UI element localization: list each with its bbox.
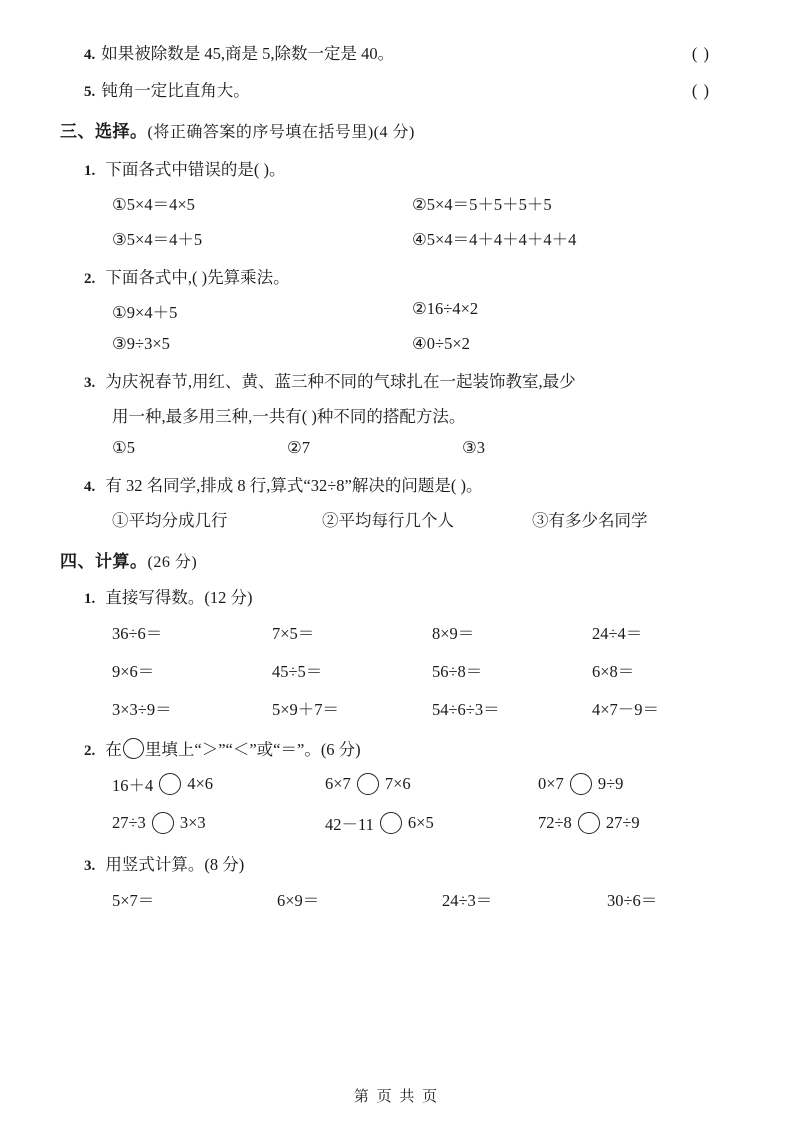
choice-q1-option-4[interactable]: ④5×4＝4＋4＋4＋4＋4	[412, 230, 577, 249]
compare-right: 3×3	[179, 813, 206, 832]
calc-q2-row-2	[60, 811, 740, 835]
choice-q1-option-2[interactable]: ②5×4＝5＋5＋5＋5	[412, 195, 552, 214]
section-3-heading	[60, 117, 740, 142]
calc-expression[interactable]: 6×9＝	[277, 891, 320, 910]
section-3-subtitle: (将正确答案的序号填在括号里)(4 分)	[147, 124, 415, 141]
choice-q2-option-2[interactable]: ②16÷4×2	[412, 299, 479, 318]
calc-expression[interactable]: 54÷6÷3＝	[432, 700, 500, 719]
judge-item-4	[60, 40, 740, 64]
choice-q3-option-3[interactable]: ③3	[462, 438, 486, 457]
judge-item-5-text: 钝角一定比直角大。	[101, 81, 250, 100]
calc-q1-title: 直接写得数。(12 分)	[105, 588, 253, 607]
calc-q2-row-1	[60, 772, 740, 796]
choice-q4-option-1[interactable]: ①平均分成几行	[112, 511, 228, 530]
choice-q3-number: 3.	[84, 375, 96, 391]
choice-q3-option-1[interactable]: ①5	[112, 438, 136, 457]
choice-q3-stem: 为庆祝春节,用红、黄、蓝三种不同的气球扎在一起装饰教室,最少	[105, 372, 576, 391]
section-4-heading	[60, 547, 740, 572]
choice-q2-option-4[interactable]: ④0÷5×2	[412, 334, 470, 353]
choice-q3-options	[60, 438, 740, 458]
choice-q4-option-2[interactable]: ②平均每行几个人	[322, 511, 454, 530]
worksheet-content	[60, 40, 740, 925]
compare-right: 9÷9	[597, 774, 624, 793]
calc-expression[interactable]: 7×5＝	[272, 624, 315, 643]
choice-q4-number: 4.	[84, 479, 96, 495]
choice-q2-stem: 下面各式中,( )先算乘法。	[105, 268, 290, 287]
calc-q1-row-1	[60, 620, 740, 644]
compare-item	[538, 812, 751, 834]
calc-q1	[60, 584, 740, 608]
choice-q2-number: 2.	[84, 271, 96, 287]
compare-circle[interactable]	[357, 773, 379, 795]
calc-q2-title-b: 里填上“＞”“＜”或“＝”。(6 分)	[144, 740, 361, 759]
judge-item-4-answer-blank[interactable]: ( )	[691, 44, 710, 63]
judge-item-4-text: 如果被除数是 45,商是 5,除数一定是 40。	[101, 44, 395, 63]
choice-q2	[60, 264, 740, 288]
compare-right: 7×6	[384, 774, 411, 793]
calc-q2	[60, 736, 740, 760]
judge-item-4-number: 4.	[84, 47, 96, 63]
choice-q2-options-row-2	[60, 334, 740, 354]
compare-circle[interactable]	[578, 812, 600, 834]
choice-q4-stem: 有 32 名同学,排成 8 行,算式“32÷8”解决的问题是( )。	[105, 476, 483, 495]
calc-expression[interactable]: 36÷6＝	[112, 624, 163, 643]
compare-left: 0×7	[538, 774, 564, 793]
compare-circle[interactable]	[159, 773, 181, 795]
choice-q2-option-1[interactable]: ①9×4＋5	[112, 303, 178, 322]
calc-q1-number: 1.	[84, 591, 96, 607]
section-4-subtitle: (26 分)	[147, 554, 198, 571]
calc-q3-title: 用竖式计算。(8 分)	[105, 855, 245, 874]
calc-expression[interactable]: 4×7－9＝	[592, 700, 660, 719]
calc-expression[interactable]: 9×6＝	[112, 662, 155, 681]
calc-expression[interactable]: 3×3÷9＝	[112, 700, 172, 719]
compare-left: 6×7	[325, 774, 351, 793]
compare-right: 27÷9	[605, 813, 640, 832]
choice-q1-option-3[interactable]: ③5×4＝4＋5	[112, 230, 203, 249]
choice-q1-stem: 下面各式中错误的是( )。	[105, 160, 286, 179]
compare-item	[325, 773, 538, 795]
calc-q2-title-a: 在	[105, 740, 122, 759]
choice-q1-number: 1.	[84, 163, 96, 179]
section-3-title: 三、选择。	[60, 122, 148, 141]
choice-q3	[60, 368, 740, 392]
circle-blank-icon	[123, 738, 144, 759]
calc-q2-number: 2.	[84, 743, 96, 759]
judge-item-5	[60, 77, 740, 101]
choice-q4-options	[60, 507, 740, 531]
compare-left: 42－11	[325, 815, 374, 834]
calc-q3-number: 3.	[84, 858, 96, 874]
choice-q2-options-row-1	[60, 299, 740, 323]
choice-q3-option-2[interactable]: ②7	[287, 438, 311, 457]
calc-expression[interactable]: 45÷5＝	[272, 662, 323, 681]
compare-item	[325, 811, 538, 835]
choice-q1-option-1[interactable]: ①5×4＝4×5	[112, 195, 195, 214]
calc-q3-row-1	[60, 887, 740, 911]
section-4-title: 四、计算。	[60, 552, 148, 571]
calc-expression[interactable]: 24÷3＝	[442, 891, 493, 910]
calc-expression[interactable]: 6×8＝	[592, 662, 635, 681]
compare-circle[interactable]	[570, 773, 592, 795]
compare-circle[interactable]	[152, 812, 174, 834]
calc-q3	[60, 851, 740, 875]
compare-item	[112, 812, 325, 834]
compare-left: 27÷3	[112, 813, 146, 832]
compare-right: 6×5	[407, 813, 434, 832]
choice-q4	[60, 472, 740, 496]
choice-q3-stem-line2: 用一种,最多用三种,一共有( )种不同的搭配方法。	[112, 407, 466, 426]
choice-q1-options-row-2	[60, 226, 740, 250]
choice-q1-options-row-1	[60, 191, 740, 215]
compare-item	[538, 773, 751, 795]
calc-expression[interactable]: 5×9＋7＝	[272, 700, 340, 719]
judge-item-5-answer-blank[interactable]: ( )	[691, 81, 710, 100]
choice-q4-option-3[interactable]: ③有多少名同学	[532, 511, 648, 530]
compare-left: 16＋4	[112, 776, 154, 795]
compare-circle[interactable]	[380, 812, 402, 834]
compare-left: 72÷8	[538, 813, 572, 832]
choice-q2-option-3[interactable]: ③9÷3×5	[112, 334, 170, 353]
calc-expression[interactable]: 8×9＝	[432, 624, 475, 643]
calc-expression[interactable]: 5×7＝	[112, 891, 155, 910]
calc-expression[interactable]: 30÷6＝	[607, 891, 658, 910]
calc-q1-row-2	[60, 658, 740, 682]
choice-q1	[60, 156, 740, 180]
calc-expression[interactable]: 56÷8＝	[432, 662, 483, 681]
calc-q1-row-3	[60, 696, 740, 720]
page-footer: 第 页 共 页	[353, 1089, 440, 1105]
compare-right: 4×6	[187, 774, 214, 793]
calc-expression[interactable]: 24÷4＝	[592, 624, 643, 643]
compare-item	[112, 772, 325, 796]
judge-item-5-number: 5.	[84, 84, 96, 100]
